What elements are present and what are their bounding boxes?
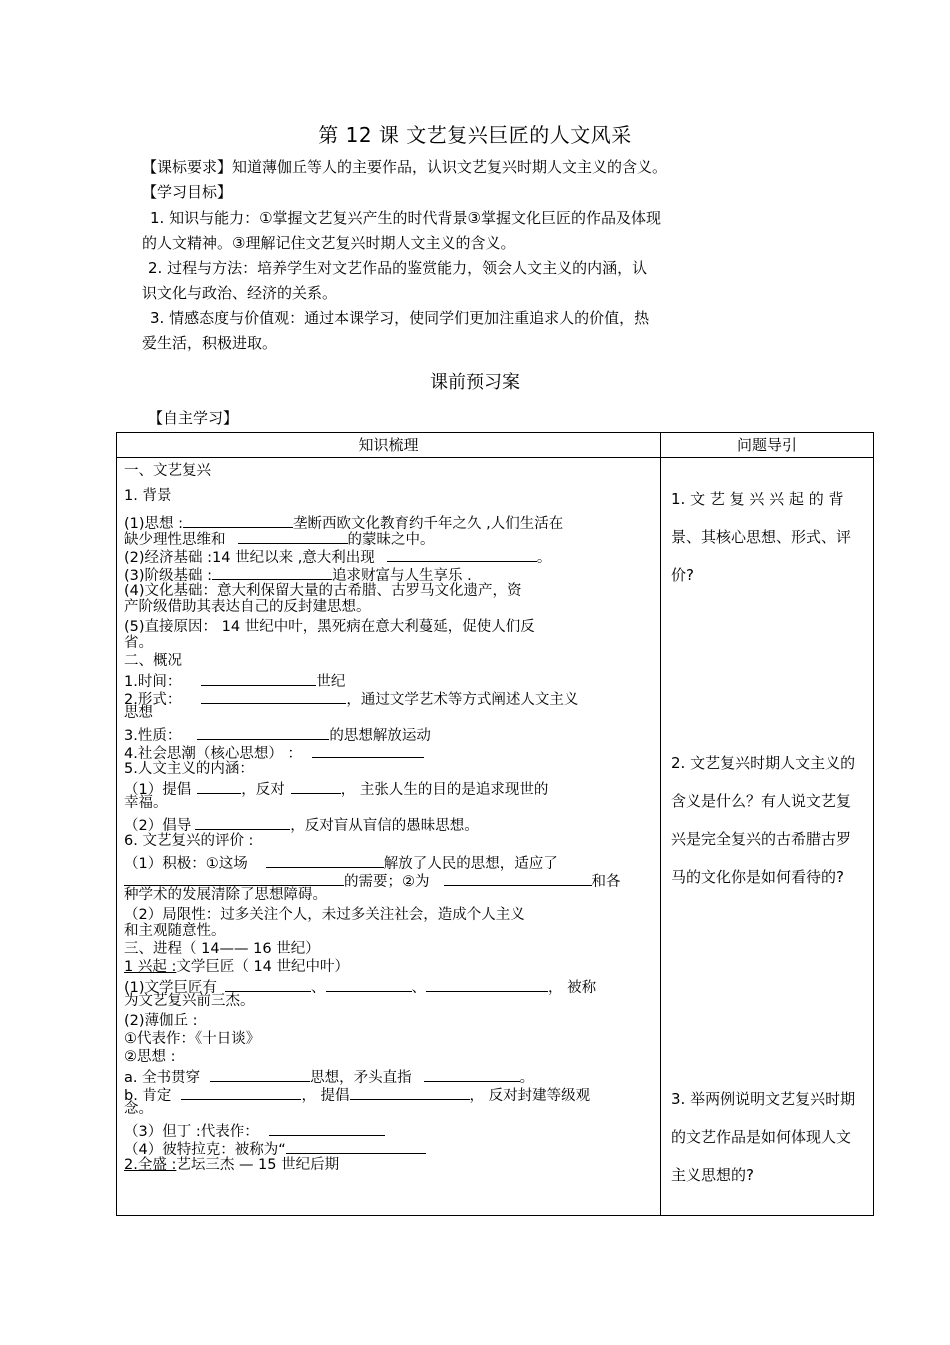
- k-line: 和主观随意性。: [124, 923, 226, 939]
- k-line: 种学术的发展清除了思想障碍。: [124, 887, 327, 903]
- k-line: b. 肯定 ， 提倡 ， 反对封建等级观: [124, 1088, 591, 1104]
- fill-blank[interactable]: [238, 530, 348, 544]
- curriculum-requirement: 【课标要求】知道薄伽丘等人的主要作品，认识文艺复兴时期人文主义的含义。: [142, 158, 668, 176]
- k-line: 1. 背景: [124, 488, 172, 504]
- k-line: (5)直接原因： 14 世纪中叶，黑死病在意大利蔓延，促使人们反: [124, 619, 535, 635]
- fill-blank[interactable]: [124, 872, 344, 886]
- fill-blank[interactable]: [181, 1086, 301, 1100]
- k-line: (1)文学巨匠有 、 、 ， 被称: [124, 980, 597, 996]
- self-study-heading: 【自主学习】: [148, 409, 239, 427]
- k-line: 2.形式： ，通过文学艺术等方式阐述人文主义: [124, 692, 579, 708]
- k-line: ②思想 :: [124, 1049, 176, 1065]
- fill-blank[interactable]: [291, 780, 341, 794]
- fill-blank[interactable]: [197, 780, 241, 794]
- k-line: 1 兴起 :文学巨匠（ 14 世纪中叶）: [124, 959, 350, 975]
- k-line: 念。: [124, 1101, 153, 1117]
- goal-3-line-1: 3. 情感态度与价值观：通过本课学习，使同学们更加注重追求人的价值，热: [150, 309, 650, 327]
- section-title: 课前预习案: [430, 372, 520, 393]
- k-line: （3）但丁 :代表作：: [124, 1122, 654, 1140]
- goal-1-line-1: 1. 知识与能力：①掌握文艺复兴产生的时代背景③掌握文化巨匠的作品及体现: [150, 209, 661, 227]
- fill-blank[interactable]: [312, 744, 424, 758]
- k-line: 6. 文艺复兴的评价 :: [124, 833, 254, 849]
- k-line: 幸福。: [124, 795, 168, 811]
- fill-blank[interactable]: [210, 1068, 310, 1082]
- fill-blank[interactable]: [212, 566, 332, 580]
- page-title: 第 12 课 文艺复兴巨匠的人文风采: [318, 123, 632, 147]
- fill-blank[interactable]: [266, 854, 384, 868]
- k-line: 三、进程（ 14—— 16 世纪）: [124, 941, 320, 957]
- goal-1-line-2: 的人文精神。③理解记住文艺复兴时期人文主义的含义。: [142, 234, 516, 252]
- k-line: (2)经济基础 :14 世纪以来 ,意大利出现 。: [124, 550, 552, 566]
- fill-blank[interactable]: [269, 1122, 385, 1136]
- fill-blank[interactable]: [424, 1068, 520, 1082]
- fill-blank[interactable]: [326, 978, 412, 992]
- goal-3-line-2: 爱生活，积极进取。: [142, 334, 278, 352]
- questions-cell: [661, 458, 874, 1216]
- k-line: (2)薄伽丘 :: [124, 1013, 198, 1029]
- goal-2-line-2: 识文化与政治、经济的关系。: [142, 284, 338, 302]
- k-line: (1)思想 : 垄断西欧文化教育约千年之久 ,人们生活在: [124, 516, 564, 532]
- fill-blank[interactable]: [426, 978, 548, 992]
- goals-heading: 【学习目标】: [142, 183, 233, 201]
- k-line: 产阶级借助其表达自己的反封建思想。: [124, 599, 371, 615]
- k-line: 5.人文主义的内涵：: [124, 761, 254, 777]
- k-line: 为文艺复兴前三杰。: [124, 993, 255, 1009]
- question-1: 1. 文 艺 复 兴 兴 起 的 背景、其核心思想、形式、评价?: [671, 490, 852, 584]
- k-line: 二、概况: [124, 653, 182, 669]
- k-line: 3.性质： 的思想解放运动: [124, 728, 431, 744]
- k-line: ①代表作：《十日谈》: [124, 1031, 261, 1047]
- header-questions: 问题导引: [661, 433, 874, 458]
- k-line: 思想: [124, 705, 153, 721]
- fill-blank[interactable]: [444, 872, 592, 886]
- fill-blank[interactable]: [201, 690, 346, 704]
- fill-blank[interactable]: [183, 514, 293, 528]
- goal-2-line-1: 2. 过程与方法：培养学生对文艺作品的鉴赏能力，领会人文主义的内涵，认: [148, 259, 648, 277]
- knowledge-cell: [117, 458, 661, 1216]
- k-line: （4）彼特拉克：被称为“: [124, 1140, 654, 1158]
- k-line: 缺少理性思维和 的蒙昧之中。: [124, 532, 435, 548]
- header-knowledge: 知识梳理: [117, 433, 661, 458]
- k-line: a. 全书贯穿 思想，矛头直指 。: [124, 1070, 535, 1086]
- k-line: 一、文艺复兴: [124, 463, 211, 479]
- k-line: (3)阶级基础 : 追求财富与人生享乐 .: [124, 568, 472, 584]
- k-line: 的需要；②为 和各: [124, 872, 654, 890]
- k-line: 1.时间： 世纪: [124, 674, 346, 690]
- fill-blank[interactable]: [197, 726, 329, 740]
- fill-blank[interactable]: [286, 1140, 426, 1154]
- k-line: 4.社会思潮（核心思想） ：: [124, 744, 654, 762]
- k-line: （1）提倡 ，反对 ， 主张人生的目的是追求现世的: [124, 782, 549, 798]
- k-line: (4)文化基础：意大利保留大量的古希腊、古罗马文化遗产，资: [124, 583, 522, 599]
- fill-blank[interactable]: [195, 816, 290, 830]
- fill-blank[interactable]: [350, 1086, 470, 1100]
- k-line: 省。: [124, 635, 153, 651]
- k-line: 2.全盛 :艺坛三杰 — 15 世纪后期: [124, 1157, 340, 1173]
- fill-blank[interactable]: [225, 978, 311, 992]
- fill-blank[interactable]: [201, 672, 316, 686]
- fill-blank[interactable]: [387, 548, 537, 562]
- k-line: （2）局限性：过多关注个人，未过多关注社会，造成个人主义: [124, 907, 525, 923]
- study-table: [116, 432, 874, 1216]
- k-line: （1）积极：①这场 解放了人民的思想，适应了: [124, 856, 558, 872]
- question-3: 3. 举两例说明文艺复兴时期的文艺作品是如何体现人文主义思想的?: [671, 1090, 856, 1184]
- question-2: 2. 文艺复兴时期人文主义的含义是什么？有人说文艺复兴是完全复兴的古希腊古罗马的文化你是如何看待的?: [671, 754, 856, 886]
- k-line: （2）倡导 ，反对盲从盲信的愚昧思想。: [124, 818, 479, 834]
